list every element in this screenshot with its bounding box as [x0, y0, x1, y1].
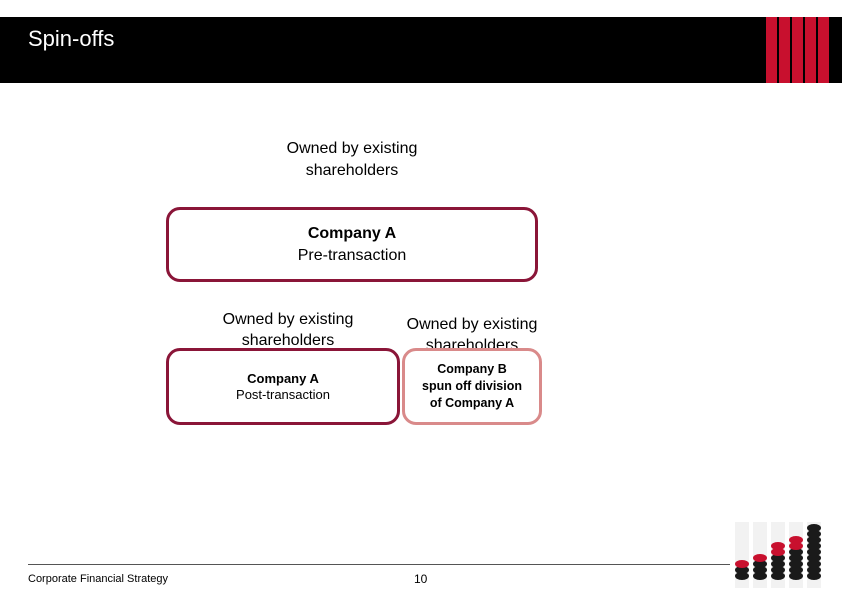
company-a-pre-box: [166, 207, 538, 282]
brand-stripe: [792, 17, 803, 83]
title-bar: [0, 17, 842, 83]
footer-course-title: Corporate Financial Strategy: [28, 573, 169, 585]
company-b-box: [402, 348, 542, 425]
slide-title: Spin-offs: [28, 26, 115, 51]
top-owner-label: Owned by existing shareholders: [286, 140, 418, 179]
page-number: 10: [414, 572, 428, 586]
brand-stripe: [766, 17, 777, 83]
brand-stripe: [779, 17, 790, 83]
company-b-desc-2: of Company A: [429, 396, 515, 410]
company-a-post-name: Company A: [247, 370, 319, 386]
company-a-pre-name: Company A: [307, 224, 397, 242]
brand-stripe: [818, 17, 829, 83]
left-owner-label: Owned by existing shareholders: [222, 311, 354, 349]
company-b-name: Company B: [437, 362, 507, 376]
footer-divider: [28, 564, 730, 565]
right-owner-label: Owned by existing shareholders: [406, 316, 538, 354]
stacked-coins-logo: [733, 518, 829, 590]
company-b-desc-1: spun off division: [422, 379, 522, 393]
brand-stripe: [805, 17, 816, 83]
company-a-post-box: [166, 348, 400, 425]
company-a-post-subtitle: Post-transaction: [236, 386, 330, 402]
company-a-pre-subtitle: Pre-transaction: [297, 246, 407, 264]
